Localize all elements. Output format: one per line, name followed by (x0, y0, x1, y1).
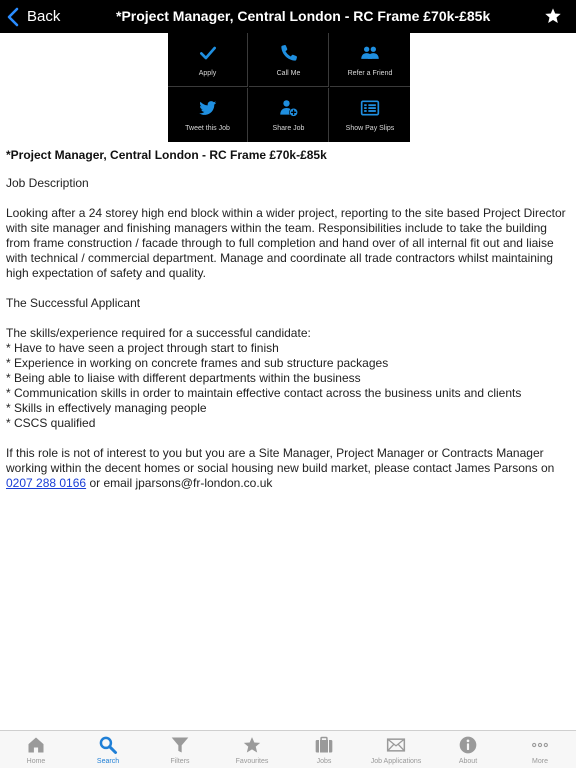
home-icon (26, 735, 46, 755)
tab-bar (0, 730, 576, 768)
check-icon (198, 43, 218, 63)
filter-icon (170, 735, 190, 755)
navigation-bar (0, 0, 576, 33)
section-heading-applicant: The Successful Applicant (6, 296, 141, 310)
tab-more[interactable] (504, 731, 576, 768)
job-description: Looking after a 24 storey high end block within a wider project, reporting to the site based Project Director with site manager and finishing managers within the team. Responsibilities include to take the building from frame construction / facade through to full completion and hand over of all internal fit out and liaise with technical / commercial department. Manage and coordinate all trade contractors whilst maintaining high expectation of safety and quality. (6, 206, 566, 280)
show-pay-slips-button[interactable] (330, 88, 410, 142)
tab-label: Jobs (316, 758, 332, 765)
skill-item: * Communication skills in order to maintain effective contact across the business units and clients (6, 386, 522, 400)
tab-search[interactable] (72, 731, 144, 768)
call-me-button[interactable] (249, 33, 329, 87)
job-content (6, 148, 572, 506)
people-icon (360, 43, 380, 63)
envelope-icon (386, 735, 406, 755)
action-label: Apply (198, 69, 217, 77)
action-grid (168, 33, 410, 142)
pay-slips-icon (360, 98, 380, 118)
more-icon (530, 735, 550, 755)
tab-jobs[interactable] (288, 731, 360, 768)
contact-text: If this role is not of interest to you but you are a Site Manager, Project Manager or Contracts Manager working within the decent homes or social housing new build market, please contact James Parsons on (6, 446, 555, 475)
tab-favourites[interactable] (216, 731, 288, 768)
star-icon (242, 735, 262, 755)
skills-block (6, 326, 572, 431)
skill-item: * CSCS qualified (6, 416, 96, 430)
briefcase-icon (314, 735, 334, 755)
contact-paragraph (6, 446, 572, 491)
chevron-left-icon (6, 7, 20, 27)
skills-intro: The skills/experience required for a successful candidate: (6, 326, 311, 340)
tab-filters[interactable] (144, 731, 216, 768)
action-label: Show Pay Slips (345, 125, 395, 132)
tweet-job-button[interactable] (168, 88, 248, 142)
tab-home[interactable] (0, 731, 72, 768)
skill-item: * Being able to liaise with different departments within the business (6, 371, 361, 385)
email-text: or email jparsons@fr-london.co.uk (89, 476, 273, 490)
favourite-star-icon[interactable] (544, 7, 562, 25)
tab-label: Job Applications (370, 758, 422, 765)
skill-item: * Experience in working on concrete frames and sub structure packages (6, 356, 389, 370)
job-title: *Project Manager, Central London - RC Frame £70k-£85k (6, 148, 327, 162)
tab-label: About (458, 758, 478, 765)
skill-item: * Have to have seen a project through start to finish (6, 341, 279, 355)
tab-label: More (532, 758, 548, 765)
back-button[interactable] (6, 0, 60, 33)
refer-a-friend-button[interactable] (330, 33, 410, 87)
search-icon (98, 735, 118, 755)
action-label: Tweet this Job (185, 125, 230, 132)
section-heading-description: Job Description (6, 176, 89, 190)
action-label: Call Me (276, 69, 301, 77)
tab-label: Home (26, 758, 46, 765)
page-title: *Project Manager, Central London - RC Frame £70k-£85k (116, 8, 491, 24)
tab-label: Filters (170, 758, 190, 765)
share-user-icon (279, 98, 299, 118)
share-job-button[interactable] (249, 88, 329, 142)
twitter-icon (198, 98, 218, 118)
action-label: Refer a Friend (347, 69, 393, 77)
phone-link[interactable]: 0207 288 0166 (6, 476, 87, 490)
tab-about[interactable] (432, 731, 504, 768)
action-label: Share Job (272, 125, 305, 132)
tab-job-applications[interactable] (360, 731, 432, 768)
tab-label: Favourites (235, 758, 269, 765)
back-label: Back (27, 8, 61, 25)
info-icon (458, 735, 478, 755)
tab-label: Search (96, 758, 120, 765)
apply-button[interactable] (168, 33, 248, 87)
phone-icon (279, 43, 299, 63)
skill-item: * Skills in effectively managing people (6, 401, 207, 415)
